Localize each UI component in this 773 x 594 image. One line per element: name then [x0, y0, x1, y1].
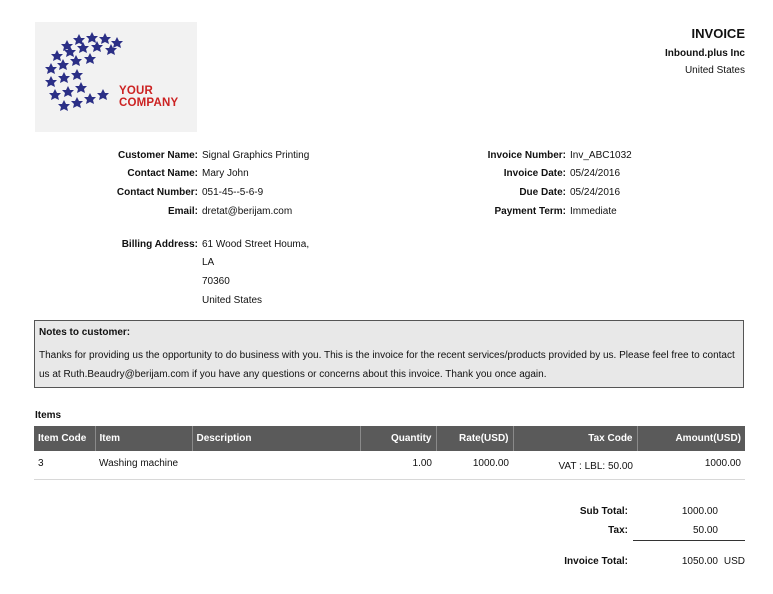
totals-divider [633, 540, 745, 541]
contact-number-value: 051-45--5-6-9 [202, 187, 264, 198]
billing-line-4: United States [202, 295, 263, 306]
cell-rate: 1000.00 [472, 458, 509, 469]
subtotal-label: Sub Total: [579, 506, 628, 517]
invoice-title: INVOICE [691, 26, 745, 41]
invoice-number-label: Invoice Number: [487, 150, 566, 161]
notes-body: Thanks for providing us the opportunity to do business with you. This is the invoice for the recent services/products provided by us. Please feel free to contact us at Ruth.Beaudry@berijam.com if you have any questions or concerns about this invoice. Thank you once again. [39, 350, 735, 380]
col-quantity: Quantity [360, 426, 436, 451]
col-rate: Rate(USD) [436, 426, 513, 451]
col-item: Item [95, 426, 192, 451]
logo-line-1: YOUR [119, 85, 154, 97]
contact-name-label: Contact Name: [127, 168, 198, 179]
logo-star-swirl-icon [35, 22, 197, 132]
invoice-total-value: 1050.00 [681, 556, 718, 567]
notes-title: Notes to customer: [39, 327, 131, 338]
invoice-number-value: Inv_ABC1032 [570, 150, 632, 161]
invoice-total-label: Invoice Total: [564, 556, 628, 567]
items-title: Items [35, 410, 62, 421]
payment-term-label: Payment Term: [494, 206, 566, 217]
billing-line-1: 61 Wood Street Houma, [202, 239, 310, 250]
billing-line-2: LA [202, 257, 215, 268]
due-date-label: Due Date: [519, 187, 566, 198]
email-label: Email: [167, 206, 198, 217]
notes-box [34, 320, 744, 388]
logo-line-2: COMPANY [119, 97, 179, 109]
cell-item-code: 3 [38, 458, 44, 469]
invoice-header [665, 26, 745, 76]
cell-quantity: 1.00 [412, 458, 432, 469]
table-row [34, 451, 745, 479]
contact-name-value: Mary John [202, 168, 249, 179]
company-country: United States [684, 65, 745, 76]
invoice-total-currency: USD [723, 556, 745, 567]
due-date-value: 05/24/2016 [570, 187, 621, 198]
email-value: dretat@berijam.com [202, 206, 293, 217]
col-description: Description [192, 426, 360, 451]
contact-number-label: Contact Number: [116, 187, 198, 198]
cell-item: Washing machine [99, 458, 179, 469]
items-table [34, 426, 745, 480]
logo-wordmark [119, 85, 178, 109]
col-item-code: Item Code [34, 426, 95, 451]
tax-label: Tax: [608, 525, 628, 536]
col-tax-code: Tax Code [513, 426, 637, 451]
cell-tax-code: VAT : LBL: 50.00 [558, 461, 633, 472]
invoice-date-label: Invoice Date: [503, 168, 566, 179]
subtotal-value: 1000.00 [681, 506, 718, 517]
payment-term-value: Immediate [570, 206, 617, 217]
cell-amount: 1000.00 [704, 458, 741, 469]
items-header-row [34, 426, 745, 451]
customer-name-value: Signal Graphics Printing [202, 150, 310, 161]
customer-name-label: Customer Name: [117, 150, 198, 161]
invoice-date-value: 05/24/2016 [570, 168, 621, 179]
cell-description [192, 451, 360, 479]
billing-address-label: Billing Address: [121, 239, 198, 250]
col-amount: Amount(USD) [637, 426, 745, 451]
company-name: Inbound.plus Inc [665, 48, 745, 59]
billing-line-3: 70360 [202, 276, 230, 287]
tax-value: 50.00 [692, 525, 718, 536]
company-logo [35, 22, 197, 132]
